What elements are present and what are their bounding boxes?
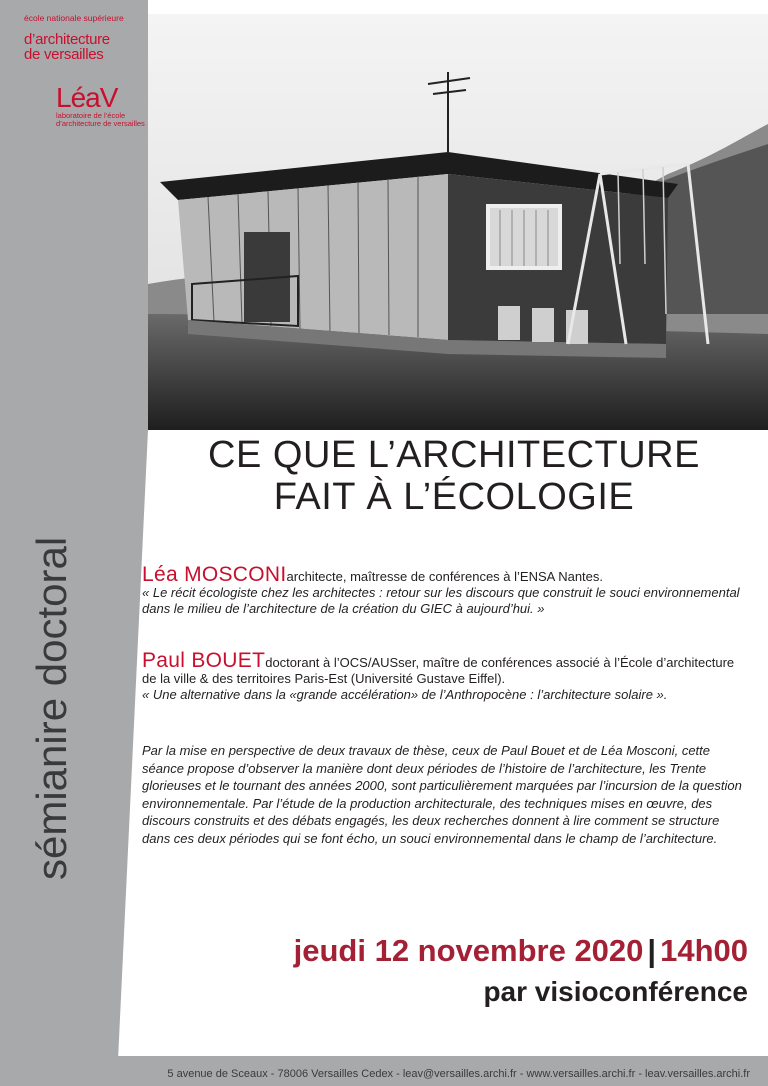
lab-subtitle bbox=[56, 112, 146, 128]
house-photo bbox=[148, 14, 768, 430]
speaker-talk-title: « Le récit écologiste chez les architectes : retour sur les discours que construit le souci environnemental dans le milieu de l’architecture de la création du GIEC à aujourd’hui. » bbox=[142, 585, 740, 616]
speaker-talk-title: « Une alternative dans la «grande accélération» de l’Anthropocène : l’architecture solaire ». bbox=[142, 687, 668, 702]
footer-bar bbox=[0, 1056, 768, 1086]
school-name-line-1: d’architecture bbox=[24, 31, 110, 48]
seminar-abstract: Par la mise en perspective de deux travaux de thèse, ceux de Paul Bouet et de Léa Mosconi, cette séance propose d’observer la manière dont deux périodes de l’histoire de l’architecture, les Trente glorieuses et le tournant des années 2000, sont particulièrement marquées par l’incursion de la question environnementale. Par l’étude de la production architecturale, des techniques mises en œuvre, des discours construits et des débats engagés, les deux recherches donnent à lire comment se structure dans ces deux périodes qui se font écho, un souci environnemental dans le champ de l’architecture. bbox=[142, 743, 742, 846]
title-line-1: CE QUE L’ARCHITECTURE bbox=[208, 434, 700, 476]
speaker-name: Léa MOSCONI bbox=[142, 563, 287, 586]
speaker-role: doctorant à l’OCS/AUSser, maître de conférences associé à l’École d’architecture de la ville & des territoires Paris-Est (Université Gustave Eiffel). bbox=[142, 655, 735, 686]
speaker-role: architecte, maîtresse de conférences à l’ENSA Nantes. bbox=[286, 569, 604, 584]
event-mode: par visioconférence bbox=[483, 976, 748, 1007]
event-date-time bbox=[294, 933, 748, 969]
seminar-title bbox=[140, 434, 768, 518]
speaker-block bbox=[142, 563, 742, 617]
footer-contact: 5 avenue de Sceaux - 78006 Versailles Cedex - leav@versailles.archi.fr - www.versailles.archi.fr - leav.versailles.archi.fr bbox=[167, 1068, 750, 1080]
lab-subtitle-line-2: d’architecture de versailles bbox=[56, 119, 145, 128]
speaker-block bbox=[142, 649, 742, 703]
event-time: 14h00 bbox=[660, 933, 748, 968]
title-line-2: FAIT À L’ÉCOLOGIE bbox=[273, 476, 635, 518]
school-name-small: école nationale supérieure bbox=[24, 13, 124, 23]
seminar-type-label: sémianire doctoral bbox=[28, 536, 75, 880]
school-name bbox=[24, 32, 110, 62]
lab-subtitle-line-1: laboratoire de l’école bbox=[56, 111, 126, 120]
leav-logo: LéaV bbox=[56, 82, 118, 113]
speaker-name: Paul BOUET bbox=[142, 649, 266, 672]
date-time-separator: | bbox=[647, 933, 657, 968]
event-date: jeudi 12 novembre 2020 bbox=[293, 933, 644, 968]
school-name-line-2: de versailles bbox=[24, 46, 104, 63]
